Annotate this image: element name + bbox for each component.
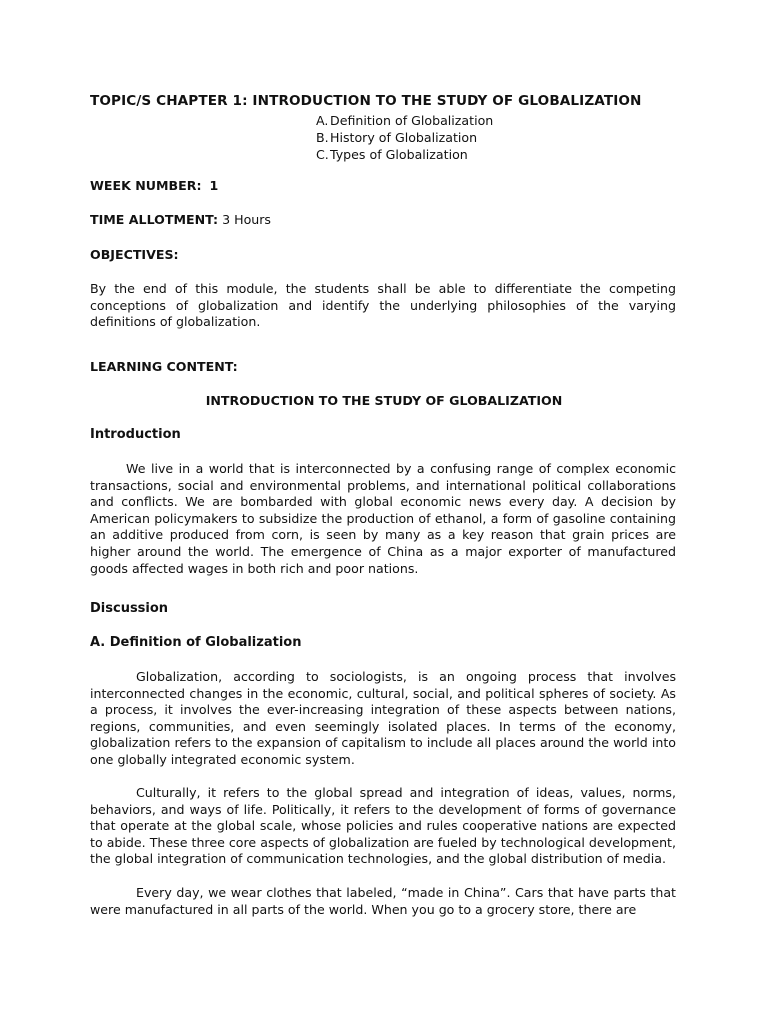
subtopic-text: History of Globalization [330, 130, 478, 145]
learning-content-label: LEARNING CONTENT: [90, 359, 238, 374]
introduction-heading: Introduction [90, 427, 181, 442]
week-number-line [90, 178, 218, 193]
subtopic-letter: C. [316, 147, 329, 162]
subtopic-letter: A. [316, 113, 329, 128]
main-heading: INTRODUCTION TO THE STUDY OF GLOBALIZATION [205, 393, 563, 408]
time-allotment-value: 3 Hours [222, 212, 271, 227]
week-number-label: WEEK NUMBER: [90, 178, 202, 193]
topic-title: TOPIC/S CHAPTER 1: INTRODUCTION TO THE STUDY OF GLOBALIZATION [90, 93, 642, 109]
subtopic-letter: B. [316, 130, 329, 145]
subtopic-item [316, 129, 493, 146]
subtopic-text: Definition of Globalization [330, 113, 494, 128]
definition-heading: A. Definition of Globalization [90, 635, 302, 650]
subtopic-item [316, 112, 493, 129]
discussion-heading: Discussion [90, 601, 169, 616]
subtopic-item [316, 146, 493, 163]
definition-paragraph-1: Globalization, according to sociologists, is an ongoing process that involves interconnected changes in the economic, cultural, social, and political spheres of society. As a process, it involves the ever-increasing integration of these aspects between nations, regions, communities, and even seemingly isolated places. In terms of the economy, globalization refers to the expansion of capitalism to include all places around the world into one globally integrated economic system. [90, 669, 676, 767]
introduction-paragraph: We live in a world that is interconnected by a confusing range of complex economic transactions, social and environmental problems, and international political collaborations and conflicts. We are bombarded with global economic news every day. A decision by American policymakers to subsidize the production of ethanol, a form of gasoline containing an additive produced from corn, is seen by many as a key reason that grain prices are higher around the world. The emergence of China as a major exporter of manufactured goods affected wages in both rich and poor nations. [90, 461, 676, 576]
objectives-text: By the end of this module, the students shall be able to differentiate the competing conceptions of globalization and identify the underlying philosophies of the varying definitions of globalization. [90, 281, 676, 330]
subtopic-list [316, 112, 493, 163]
definition-paragraph-2: Culturally, it refers to the global spread and integration of ideas, values, norms, behaviors, and ways of life. Politically, it refers to the development of forms of governance that operate at the global scale, whose policies and rules cooperative nations are expected to abide. These three core aspects of globalization are fueled by technological development, the global integration of communication technologies, and the global distribution of media. [90, 785, 676, 867]
time-allotment-line [90, 212, 271, 227]
week-number-value: 1 [209, 178, 219, 193]
subtopic-text: Types of Globalization [330, 147, 468, 162]
objectives-label: OBJECTIVES: [90, 247, 179, 262]
definition-paragraph-3: Every day, we wear clothes that labeled, “made in China”. Cars that have parts that were manufactured in all parts of the world. When you go to a grocery store, there are [90, 885, 676, 917]
time-allotment-label: TIME ALLOTMENT: [90, 212, 219, 227]
